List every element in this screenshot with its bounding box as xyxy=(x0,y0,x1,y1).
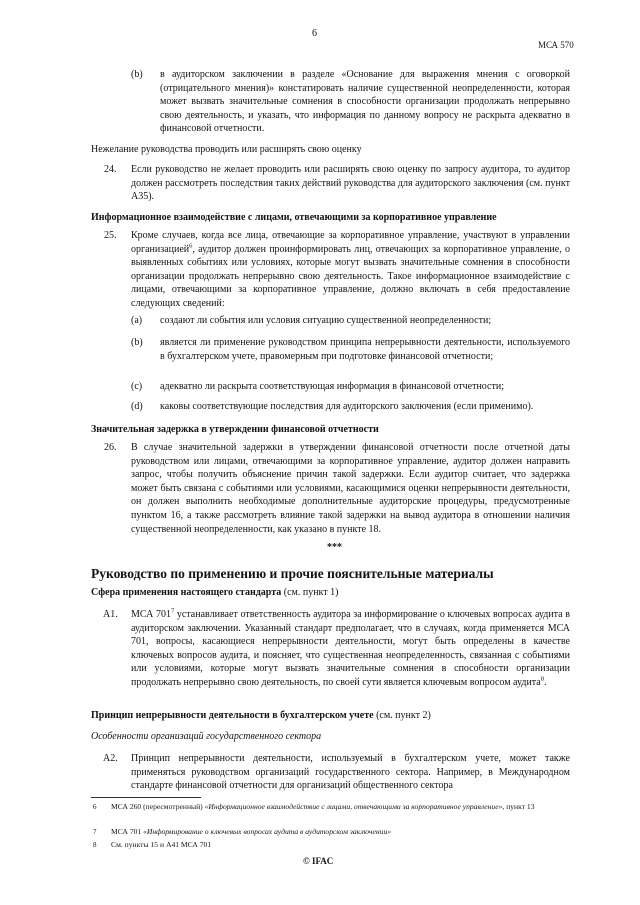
going-concern-heading-ref: (см. пункт 2) xyxy=(373,710,431,721)
para-24-text: Если руководство не желает проводить или расширять свою оценку по запросу аудитора, то аудитор должен рассмотреть последствия таких действий руководства для аудиторского заключения (см. пункт А35). xyxy=(131,164,570,203)
public-sector-heading: Особенности организаций государственного сектора xyxy=(91,731,322,742)
standard-code: МСА 570 xyxy=(538,40,574,50)
footnote-ref-6: 6 xyxy=(189,242,193,250)
going-concern-heading-text: Принцип непрерывности деятельности в бухгалтерском учете xyxy=(91,710,374,721)
para-a2-text: Принцип непрерывности деятельности, используемый в бухгалтерском учете, может также применяться руководством организаций государственного сектора. Например, в Международном стандарте финансовой отчетности для организаций общественного сектора xyxy=(131,753,570,792)
guidance-title: Руководство по применению и прочие пояснительные материалы xyxy=(91,566,494,581)
footnote-8-number: 8 xyxy=(93,841,97,849)
sub-item-b-text: является ли применение руководством принципа непрерывности деятельности, используемого в бухгалтерском учете, правомерным при подготовке финансовой отчетности; xyxy=(160,337,570,362)
item-b-label: (b) xyxy=(131,69,143,80)
communication-heading: Информационное взаимодействие с лицами, отвечающими за корпоративное управление xyxy=(91,212,497,223)
sub-item-c-label: (c) xyxy=(131,381,143,392)
para-25-text xyxy=(131,229,570,311)
footnote-7-number: 7 xyxy=(93,828,97,836)
scope-heading xyxy=(91,587,338,598)
going-concern-heading xyxy=(91,710,431,721)
para-a1-text xyxy=(131,608,570,690)
footnote-7-text xyxy=(111,827,570,838)
footnote-6-text xyxy=(111,802,570,813)
item-b-text: в аудиторском заключении в разделе «Основание для выражения мнения с оговоркой (отрицательного мнения)» констатировать наличие существенной неопределенности, которая может вызвать значительные сомнения в способности организации продолжать непрерывно свою деятельность, и указать, что информация по данному вопросу не раскрыта адекватно в финансовой отчетности. xyxy=(160,69,570,135)
sub-item-d-text: каковы соответствующие последствия для аудиторского заключения (если применимо). xyxy=(160,401,534,412)
footer-copyright: © IFAC xyxy=(303,856,334,866)
para-a1-text-a: МСА 701 xyxy=(131,609,171,620)
footnote-7-text-a: МСА 701 xyxy=(111,827,144,836)
para-24-number: 24. xyxy=(104,164,117,175)
para-25-text-b: , аудитор должен проинформировать лиц, отвечающих за корпоративное управление, о выявленных событиях или условиях, которые могут вызвать значительные сомнения в способности организации продолжать непрерывно свою деятельность. Такое информационное взаимодействие с лицами, отвечающими за корпоративное управление, должно включать в себя предоставление следующих сведений: xyxy=(131,243,570,309)
reluctance-heading: Нежелание руководства проводить или расширять свою оценку xyxy=(91,144,362,155)
scope-heading-text: Сфера применения настоящего стандарта xyxy=(91,587,282,598)
para-a1-text-c: . xyxy=(543,676,547,688)
footnote-8-text: См. пункты 15 и А41 МСА 701 xyxy=(111,840,212,849)
delay-heading: Значительная задержка в утверждении финансовой отчетности xyxy=(91,424,379,435)
sub-item-b-label: (b) xyxy=(131,337,143,348)
section-separator: *** xyxy=(327,542,342,553)
para-26-text: В случае значительной задержки в утверждении финансовой отчетности после отчетной даты руководством или лицами, отвечающими за корпоративное управление, аудитор должен направить запрос, чтобы получить объяснение причин такой задержки. Если аудитор считает, что задержка может быть связана с событиями или условиями, касающимися оценки непрерывности деятельности, он должен выполнить необходимые дополнительные аудиторские процедуры, предусмотренные пунктом 16, а также рассмотреть влияние такой задержки на вывод аудитора в отношении наличия существенной неопределенности, как указано в пункте 18. xyxy=(131,442,570,535)
footnote-rule xyxy=(91,797,201,798)
sub-item-d-label: (d) xyxy=(131,401,143,412)
sub-item-a-text: создают ли события или условия ситуацию существенной неопределенности; xyxy=(160,315,492,326)
footnote-6-text-b: , пункт 13 xyxy=(502,802,535,811)
para-a2-number: A2. xyxy=(103,753,118,764)
sub-item-a-label: (a) xyxy=(131,315,143,326)
sub-item-c-text: адекватно ли раскрыта соответствующая информация в финансовой отчетности; xyxy=(160,381,504,392)
para-a1-text-b: устанавливает ответственность аудитора за информирование о ключевых вопросах аудита в аудиторском заключении. Указанный стандарт предполагает, что в случаях, когда применяется МСА 701, вопросы, касающиеся непрерывности деятельности, могут быть определены в качестве ключевых вопросов аудита, и поясняет, что существенная неопределенность, связанная с событиями или условиями, которые могут вызвать значительные сомнения в способности организации продолжать непрерывно свою деятельность, по своей сути является ключевым вопросом аудита xyxy=(131,609,570,688)
para-26-number: 26. xyxy=(104,442,117,453)
scope-heading-ref: (см. пункт 1) xyxy=(281,587,339,598)
page-number: 6 xyxy=(312,28,317,39)
para-25-number: 25. xyxy=(104,230,117,241)
footnote-6-title: «Информационное взаимодействие с лицами, отвечающими за корпоративное управление» xyxy=(204,802,503,811)
para-a1-number: A1. xyxy=(103,609,118,620)
footnote-ref-8: 8 xyxy=(540,675,544,683)
footnote-ref-7: 7 xyxy=(170,607,175,615)
footnote-6-text-a: МСА 260 (пересмотренный) xyxy=(111,802,205,811)
para-25-text-a: Кроме случаев, когда все лица, отвечающие за корпоративное управление, участвуют в управлении организацией xyxy=(131,230,570,255)
footnote-7-title: «Информирование о ключевых вопросах аудита в аудиторском заключении» xyxy=(143,827,392,836)
footnote-6-number: 6 xyxy=(93,803,97,811)
